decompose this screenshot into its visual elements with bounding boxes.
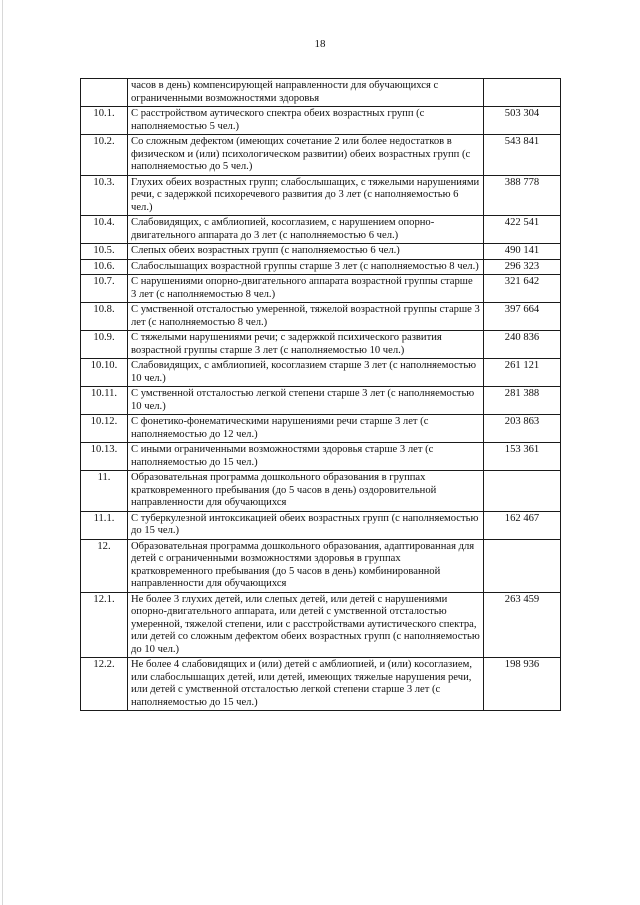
row-description: Образовательная программа дошкольного образования в группах кратковременного пребывания (до 5 часов в день) оздоровительной направленности для обучающихся: [128, 471, 484, 512]
row-number: 10.7.: [81, 275, 128, 303]
table-row: [81, 303, 561, 331]
row-number: 10.12.: [81, 415, 128, 443]
row-cost-value: 203 863: [484, 415, 561, 443]
row-description: Не более 4 слабовидящих и (или) детей с амблиопией, и (или) косоглазием, или слабослышащих детей, или детей, имеющих тяжелые нарушения речи, или детей с умственной отсталостью легкой степени старше 3 лет (с наполняемостью до 15 чел.): [128, 658, 484, 711]
table-row: [81, 259, 561, 275]
table-row: [81, 387, 561, 415]
row-number: 10.6.: [81, 259, 128, 275]
table-row: [81, 244, 561, 260]
table-row: [81, 658, 561, 711]
row-cost-value: 261 121: [484, 359, 561, 387]
table-body: [81, 79, 561, 711]
table-row: [81, 511, 561, 539]
row-description: С иными ограниченными возможностями здоровья старше 3 лет (с наполняемостью до 15 чел.): [128, 443, 484, 471]
row-number: 11.1.: [81, 511, 128, 539]
row-number: 10.4.: [81, 216, 128, 244]
row-number: 10.13.: [81, 443, 128, 471]
row-cost-value: [484, 539, 561, 592]
row-number: 10.10.: [81, 359, 128, 387]
row-description: Образовательная программа дошкольного образования, адаптированная для детей с ограниченными возможностями здоровья в группах кратковременного пребывания (до 5 часов в день) комбинированной направленности для обучающихся: [128, 539, 484, 592]
row-number: 10.8.: [81, 303, 128, 331]
row-number: 12.1.: [81, 592, 128, 658]
row-description: Слабовидящих, с амблиопией, косоглазием старше 3 лет (с наполняемостью 10 чел.): [128, 359, 484, 387]
row-number: 10.2.: [81, 135, 128, 176]
table-row: [81, 331, 561, 359]
table-row: [81, 107, 561, 135]
row-cost-value: 543 841: [484, 135, 561, 176]
row-description: Со сложным дефектом (имеющих сочетание 2 или более недостатков в физическом и (или) психологическом развитии) обеих возрастных групп (с наполняемостью до 5 чел.): [128, 135, 484, 176]
page-number: 18: [314, 38, 326, 50]
row-cost-value: 153 361: [484, 443, 561, 471]
scan-edge-line: [2, 0, 3, 905]
table-row: [81, 443, 561, 471]
table-row: [81, 175, 561, 216]
row-number: [81, 79, 128, 107]
table-row: [81, 592, 561, 658]
row-cost-value: 422 541: [484, 216, 561, 244]
row-number: 10.11.: [81, 387, 128, 415]
row-description: Слабовидящих, с амблиопией, косоглазием, с нарушением опорно-двигательного аппарата до 3 лет (с наполняемостью 6 чел.): [128, 216, 484, 244]
row-cost-value: 296 323: [484, 259, 561, 275]
table-row: [81, 539, 561, 592]
row-cost-value: 162 467: [484, 511, 561, 539]
row-description: С туберкулезной интоксикацией обеих возрастных групп (с наполняемостью до 15 чел.): [128, 511, 484, 539]
row-number: 10.1.: [81, 107, 128, 135]
row-number: 10.9.: [81, 331, 128, 359]
row-cost-value: 388 778: [484, 175, 561, 216]
row-cost-value: 397 664: [484, 303, 561, 331]
row-description: С расстройством аутического спектра обеих возрастных групп (с наполняемостью 5 чел.): [128, 107, 484, 135]
table-row: [81, 135, 561, 176]
table-row: [81, 359, 561, 387]
row-description: С фонетико-фонематическими нарушениями речи старше 3 лет (с наполняемостью до 12 чел.): [128, 415, 484, 443]
row-cost-value: 240 836: [484, 331, 561, 359]
table-row: [81, 275, 561, 303]
table-row: [81, 79, 561, 107]
row-cost-value: 263 459: [484, 592, 561, 658]
row-description: С нарушениями опорно-двигательного аппарата возрастной группы старше 3 лет (с наполняемостью 8 чел.): [128, 275, 484, 303]
row-number: 12.2.: [81, 658, 128, 711]
table-row: [81, 415, 561, 443]
row-description: Не более 3 глухих детей, или слепых детей, или детей с нарушениями опорно-двигательного аппарата, или детей с умственной отсталостью умеренной, тяжелой степени, или с расстройствами аутистического спектра, или детей со сложным дефектом обеих возрастных групп (с наполняемостью до 10 чел.): [128, 592, 484, 658]
row-cost-value: 198 936: [484, 658, 561, 711]
row-description: Слабослышащих возрастной группы старше 3 лет (с наполняемостью 8 чел.): [128, 259, 484, 275]
row-number: 12.: [81, 539, 128, 592]
row-description: С умственной отсталостью умеренной, тяжелой возрастной группы старше 3 лет (с наполняемостью 8 чел.): [128, 303, 484, 331]
row-cost-value: [484, 79, 561, 107]
row-description: Слепых обеих возрастных групп (с наполняемостью 6 чел.): [128, 244, 484, 260]
row-description: часов в день) компенсирующей направленности для обучающихся с ограниченными возможностями здоровья: [128, 79, 484, 107]
row-cost-value: 281 388: [484, 387, 561, 415]
table-row: [81, 471, 561, 512]
row-number: 10.5.: [81, 244, 128, 260]
row-cost-value: 503 304: [484, 107, 561, 135]
row-cost-value: 490 141: [484, 244, 561, 260]
table-row: [81, 216, 561, 244]
row-description: С тяжелыми нарушениями речи; с задержкой психического развития возрастной группы старше 3 лет (с наполняемостью 10 чел.): [128, 331, 484, 359]
row-number: 11.: [81, 471, 128, 512]
row-description: С умственной отсталостью легкой степени старше 3 лет (с наполняемостью 10 чел.): [128, 387, 484, 415]
row-cost-value: [484, 471, 561, 512]
tariff-table: [80, 78, 561, 711]
row-number: 10.3.: [81, 175, 128, 216]
row-description: Глухих обеих возрастных групп; слабослышащих, с тяжелыми нарушениями речи, с задержкой психоречевого развития до 3 лет (с наполняемостью 6 чел.): [128, 175, 484, 216]
row-cost-value: 321 642: [484, 275, 561, 303]
